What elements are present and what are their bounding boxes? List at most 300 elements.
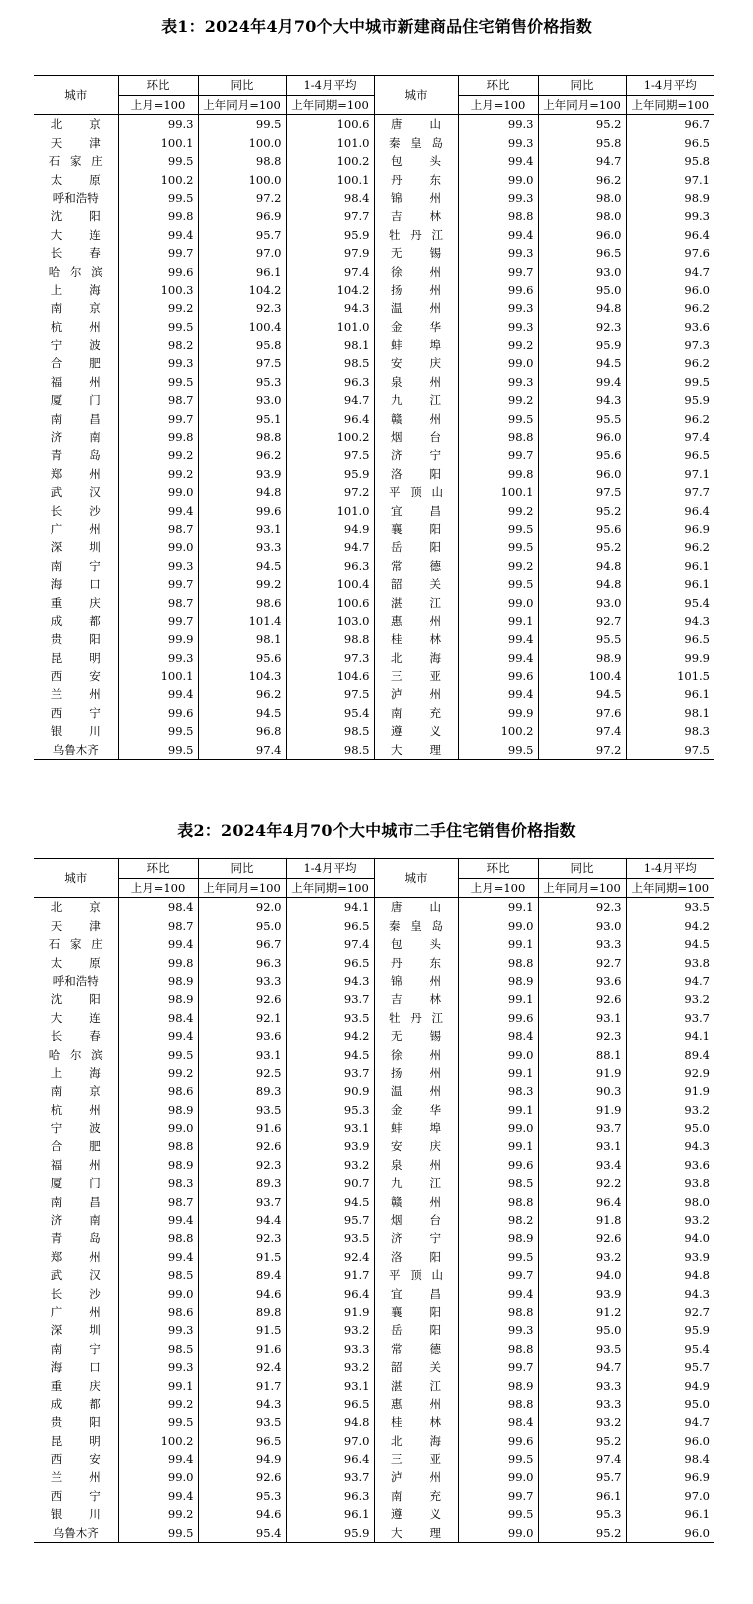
yoy-value: 93.1	[538, 1137, 626, 1155]
avg-value: 96.4	[626, 226, 714, 244]
avg-value: 97.1	[626, 170, 714, 188]
city-name-text: 无 锡	[391, 1029, 441, 1044]
avg-value: 100.6	[286, 115, 374, 134]
mom-value: 99.4	[458, 630, 538, 648]
yoy-value: 100.4	[198, 317, 286, 335]
city-name-text: 泉 州	[391, 374, 441, 389]
mom-value: 98.7	[118, 593, 198, 611]
mom-value: 99.5	[458, 409, 538, 427]
city-cell	[34, 1009, 118, 1027]
yoy-value: 92.3	[538, 1027, 626, 1045]
mom-value: 99.3	[458, 134, 538, 152]
mom-value: 99.3	[118, 1358, 198, 1376]
city-name-text: 湛 江	[391, 1378, 441, 1393]
avg-value: 101.5	[626, 667, 714, 685]
yoy-value: 95.2	[538, 115, 626, 134]
city-name-text: 南 京	[50, 301, 101, 316]
avg-value: 93.6	[626, 1156, 714, 1174]
yoy-value: 94.7	[538, 152, 626, 170]
city-name-text: 海 口	[50, 1360, 101, 1375]
mom-value: 99.4	[118, 226, 198, 244]
avg-value: 96.3	[286, 1487, 374, 1505]
yoy-value: 94.6	[198, 1505, 286, 1523]
city-cell	[374, 1045, 458, 1063]
yoy-value: 94.7	[538, 1358, 626, 1376]
avg-value: 94.8	[626, 1266, 714, 1284]
city-cell	[34, 1248, 118, 1266]
mom-value: 99.7	[458, 1358, 538, 1376]
city-cell	[374, 1450, 458, 1468]
yoy-value: 92.3	[198, 1229, 286, 1247]
table-row	[34, 972, 714, 990]
city-name-text: 丹 东	[391, 172, 441, 187]
avg-value: 93.2	[626, 990, 714, 1008]
yoy-value: 92.2	[538, 1174, 626, 1192]
mom-value: 99.3	[118, 649, 198, 667]
yoy-value: 94.5	[538, 354, 626, 372]
table2-title: 表2：2024年4月70个大中城市二手住宅销售价格指数	[177, 821, 576, 840]
mom-value: 100.2	[458, 722, 538, 740]
table-row	[34, 917, 714, 935]
table-row	[34, 409, 714, 427]
yoy-value: 91.9	[538, 1064, 626, 1082]
avg-value: 100.4	[286, 575, 374, 593]
mom-value: 99.5	[118, 1523, 198, 1542]
city-name-text: 宜 昌	[391, 1286, 441, 1301]
table-row	[34, 575, 714, 593]
city-name-text: 九 江	[391, 1176, 441, 1191]
city-cell	[34, 207, 118, 225]
yoy-value: 92.6	[538, 1229, 626, 1247]
mom-value: 98.7	[118, 1192, 198, 1210]
yoy-value: 95.5	[538, 630, 626, 648]
yoy-value: 98.0	[538, 207, 626, 225]
table-row	[34, 538, 714, 556]
city-name-text: 郑 州	[50, 466, 101, 481]
mom-value: 99.5	[118, 1413, 198, 1431]
table-row	[34, 1450, 714, 1468]
city-cell	[34, 953, 118, 971]
mom-value: 99.1	[458, 990, 538, 1008]
city-name-text: 重 庆	[50, 1378, 101, 1393]
table-row	[34, 1248, 714, 1266]
city-name-text: 哈 尔 滨	[48, 1047, 103, 1062]
city-cell	[34, 170, 118, 188]
yoy-value: 94.6	[198, 1284, 286, 1302]
yoy-value: 94.3	[538, 391, 626, 409]
city-name-text: 大 理	[391, 1525, 441, 1540]
city-name-text: 扬 州	[391, 1065, 441, 1080]
city-cell	[374, 630, 458, 648]
mom-value: 98.9	[118, 990, 198, 1008]
mom-value: 99.5	[458, 538, 538, 556]
avg-value: 94.5	[286, 1192, 374, 1210]
yoy-value: 93.3	[198, 538, 286, 556]
city-name-text: 北 京	[50, 117, 101, 132]
yoy-value: 96.5	[198, 1432, 286, 1450]
city-name-text: 西 安	[50, 1452, 101, 1467]
city-name-text: 成 都	[50, 1396, 101, 1411]
avg-value: 94.2	[286, 1027, 374, 1045]
city-name-text: 南 充	[391, 1488, 441, 1503]
city-name-text: 昆 明	[50, 650, 101, 665]
table-row	[34, 373, 714, 391]
city-name-text: 西 宁	[50, 705, 101, 720]
yoy-value: 93.7	[198, 1192, 286, 1210]
avg-value: 96.7	[626, 115, 714, 134]
avg-value: 94.5	[626, 935, 714, 953]
city-cell	[34, 244, 118, 262]
city-cell	[34, 428, 118, 446]
mom-value: 99.3	[118, 115, 198, 134]
city-name-text: 岳 阳	[391, 1323, 441, 1338]
city-cell	[34, 354, 118, 372]
table-row	[34, 1505, 714, 1523]
city-name-text: 武 汉	[50, 485, 101, 500]
mom-value: 98.9	[458, 1376, 538, 1394]
avg-value: 95.9	[626, 1321, 714, 1339]
avg-value: 94.7	[626, 262, 714, 280]
table-row	[34, 667, 714, 685]
mom-value: 99.6	[458, 281, 538, 299]
city-cell	[34, 649, 118, 667]
yoy-value: 89.3	[198, 1174, 286, 1192]
city-cell	[34, 1045, 118, 1063]
city-cell	[374, 575, 458, 593]
avg-value: 100.6	[286, 593, 374, 611]
avg-value: 96.5	[286, 1395, 374, 1413]
mom-value: 99.7	[118, 244, 198, 262]
city-name-text: 武 汉	[50, 1268, 101, 1283]
city-cell	[374, 593, 458, 611]
city-name-text: 银 川	[50, 1507, 101, 1522]
avg-value: 91.9	[626, 1082, 714, 1100]
city-cell	[374, 1395, 458, 1413]
mom-value: 99.0	[458, 1045, 538, 1063]
city-cell	[374, 1156, 458, 1174]
yoy-value: 97.6	[538, 704, 626, 722]
mom-value: 99.0	[118, 483, 198, 501]
city-cell	[34, 1137, 118, 1155]
avg-value: 96.4	[626, 501, 714, 519]
table-row	[34, 1340, 714, 1358]
avg-value: 96.1	[626, 1505, 714, 1523]
city-name-text: 长 春	[50, 246, 101, 261]
city-cell	[374, 1064, 458, 1082]
yoy-value: 91.6	[198, 1119, 286, 1137]
mom-value: 98.4	[458, 1027, 538, 1045]
city-name-text: 宁 波	[50, 1121, 101, 1136]
avg-value: 90.9	[286, 1082, 374, 1100]
city-name-text: 唐 山	[391, 900, 441, 915]
city-cell	[34, 704, 118, 722]
city-cell	[34, 612, 118, 630]
city-cell	[374, 972, 458, 990]
mom-value: 98.5	[118, 1266, 198, 1284]
mom-value: 99.2	[118, 299, 198, 317]
yoy-value: 95.3	[538, 1505, 626, 1523]
city-name-text: 遵 义	[391, 724, 441, 739]
city-cell	[34, 722, 118, 740]
mom-base-header: 上月=100	[118, 878, 198, 898]
city-name-text: 杭 州	[50, 319, 101, 334]
avg-value: 96.1	[626, 685, 714, 703]
avg-value: 96.1	[626, 575, 714, 593]
table-row	[34, 317, 714, 335]
city-name-text: 太 原	[50, 955, 101, 970]
city-cell	[34, 373, 118, 391]
city-cell	[34, 1064, 118, 1082]
yoy-value: 93.3	[538, 1376, 626, 1394]
mom-value: 99.3	[118, 557, 198, 575]
avg-value: 97.1	[626, 465, 714, 483]
avg-value: 100.1	[286, 170, 374, 188]
yoy-value: 94.3	[198, 1395, 286, 1413]
city-name-text: 福 州	[50, 1157, 101, 1172]
avg-value: 94.0	[626, 1229, 714, 1247]
yoy-value: 95.3	[198, 373, 286, 391]
avg-value: 96.5	[626, 446, 714, 464]
mom-value: 98.3	[118, 1174, 198, 1192]
table-row	[34, 1358, 714, 1376]
yoy-value: 93.4	[538, 1156, 626, 1174]
city-cell	[34, 1413, 118, 1431]
yoy-value: 93.1	[198, 520, 286, 538]
avg-value: 96.5	[626, 134, 714, 152]
avg-value: 94.7	[286, 391, 374, 409]
mom-value: 99.0	[458, 917, 538, 935]
table-row	[34, 704, 714, 722]
mom-base-header: 上月=100	[118, 95, 198, 115]
mom-value: 98.9	[458, 972, 538, 990]
avg-value: 97.4	[286, 262, 374, 280]
city-name-text: 北 京	[50, 900, 101, 915]
avg-value: 98.4	[626, 1450, 714, 1468]
city-cell	[374, 667, 458, 685]
table-row	[34, 1045, 714, 1063]
city-name-text: 无 锡	[391, 246, 441, 261]
yoy-value: 93.6	[538, 972, 626, 990]
city-name-text: 重 庆	[50, 595, 101, 610]
city-name-text: 长 沙	[50, 1286, 101, 1301]
mom-value: 99.7	[458, 1266, 538, 1284]
city-name-text: 惠 州	[391, 1396, 441, 1411]
yoy-value: 98.0	[538, 189, 626, 207]
city-cell	[374, 152, 458, 170]
yoy-value: 95.8	[538, 134, 626, 152]
avg-value: 97.5	[286, 446, 374, 464]
mom-value: 99.5	[458, 575, 538, 593]
city-cell	[34, 1082, 118, 1100]
city-cell	[374, 917, 458, 935]
yoy-value: 98.9	[538, 649, 626, 667]
mom-value: 99.2	[458, 391, 538, 409]
city-cell	[34, 115, 118, 134]
city-name-text: 惠 州	[391, 613, 441, 628]
city-cell	[34, 152, 118, 170]
yoy-value: 95.2	[538, 1432, 626, 1450]
city-cell	[34, 336, 118, 354]
avg-value: 96.4	[286, 1450, 374, 1468]
table-row	[34, 649, 714, 667]
city-cell	[34, 575, 118, 593]
city-name-text: 湛 江	[391, 595, 441, 610]
avg-value: 91.9	[286, 1303, 374, 1321]
city-cell	[34, 446, 118, 464]
table-row	[34, 170, 714, 188]
table-row	[34, 1156, 714, 1174]
table-row	[34, 990, 714, 1008]
avg-value: 95.0	[626, 1395, 714, 1413]
yoy-value: 96.0	[538, 428, 626, 446]
avg-value: 98.1	[626, 704, 714, 722]
city-name-text: 平 顶 山	[389, 485, 443, 500]
city-cell	[374, 704, 458, 722]
city-cell	[374, 1082, 458, 1100]
city-name-text: 秦 皇 岛	[389, 918, 443, 933]
city-name-text: 太 原	[50, 172, 101, 187]
city-name-text: 上 海	[50, 282, 101, 297]
city-name-text: 南 充	[391, 705, 441, 720]
avg-value: 92.9	[626, 1064, 714, 1082]
yoy-value: 96.2	[198, 685, 286, 703]
mom-value: 99.4	[118, 1027, 198, 1045]
mom-value: 98.3	[458, 1082, 538, 1100]
mom-value: 99.4	[458, 1284, 538, 1302]
city-name-text: 金 华	[391, 1102, 441, 1117]
avg-value: 96.0	[626, 281, 714, 299]
city-cell	[374, 990, 458, 1008]
avg-value: 94.8	[286, 1413, 374, 1431]
city-cell	[374, 953, 458, 971]
avg-value: 96.5	[286, 917, 374, 935]
city-name-text: 宜 昌	[391, 503, 441, 518]
table-row	[34, 1119, 714, 1137]
yoy-value: 96.8	[198, 722, 286, 740]
avg-value: 89.4	[626, 1045, 714, 1063]
avg-value: 94.1	[286, 898, 374, 917]
avg-value: 94.3	[286, 972, 374, 990]
yoy-value: 97.5	[538, 483, 626, 501]
mom-value: 99.6	[458, 1156, 538, 1174]
city-cell	[374, 685, 458, 703]
second-hand-housing-price-table	[34, 858, 714, 1543]
city-name-text: 温 州	[391, 301, 441, 316]
city-name-text: 大 连	[50, 1010, 101, 1025]
yoy-value: 94.0	[538, 1266, 626, 1284]
mom-value: 99.6	[118, 704, 198, 722]
avg-value: 98.1	[286, 336, 374, 354]
city-cell	[374, 1487, 458, 1505]
yoy-value: 100.0	[198, 170, 286, 188]
city-name-text: 南 宁	[50, 558, 101, 573]
city-column-header: 城市	[34, 76, 118, 115]
avg-value: 93.3	[286, 1340, 374, 1358]
mom-column-header: 环比	[458, 76, 538, 96]
avg-value: 96.2	[626, 354, 714, 372]
city-name-text: 泉 州	[391, 1157, 441, 1172]
yoy-value: 94.8	[198, 483, 286, 501]
city-cell	[374, 465, 458, 483]
city-cell	[374, 281, 458, 299]
city-cell	[34, 1266, 118, 1284]
avg-value: 101.0	[286, 501, 374, 519]
city-cell	[374, 1340, 458, 1358]
yoy-value: 99.5	[198, 115, 286, 134]
yoy-value: 90.3	[538, 1082, 626, 1100]
mom-value: 99.6	[458, 1009, 538, 1027]
yoy-value: 96.1	[538, 1487, 626, 1505]
city-cell	[34, 281, 118, 299]
mom-value: 99.2	[118, 1505, 198, 1523]
yoy-value: 92.7	[538, 953, 626, 971]
yoy-value: 93.3	[198, 972, 286, 990]
mom-value: 99.6	[458, 1432, 538, 1450]
city-column-header: 城市	[374, 76, 458, 115]
city-cell	[374, 1376, 458, 1394]
city-cell	[374, 1211, 458, 1229]
avg-value: 95.8	[626, 152, 714, 170]
city-cell	[374, 1027, 458, 1045]
yoy-value: 98.1	[198, 630, 286, 648]
city-name-text: 蚌 埠	[391, 1121, 441, 1136]
mom-value: 98.4	[458, 1413, 538, 1431]
city-name-text: 上 海	[50, 1065, 101, 1080]
avg-value: 97.4	[626, 428, 714, 446]
table-row	[34, 281, 714, 299]
table-row	[34, 1192, 714, 1210]
yoy-value: 97.0	[198, 244, 286, 262]
avg-value: 94.7	[626, 972, 714, 990]
mom-value: 99.6	[458, 667, 538, 685]
yoy-value: 93.0	[538, 593, 626, 611]
mom-value: 99.4	[118, 1248, 198, 1266]
mom-value: 100.1	[458, 483, 538, 501]
table-row	[34, 115, 714, 134]
mom-base-header: 上月=100	[458, 878, 538, 898]
yoy-value: 97.4	[538, 1450, 626, 1468]
city-cell	[374, 1413, 458, 1431]
city-cell	[374, 1266, 458, 1284]
city-name-text: 南 京	[50, 1084, 101, 1099]
city-cell	[374, 373, 458, 391]
yoy-value: 93.0	[538, 262, 626, 280]
city-cell	[34, 1358, 118, 1376]
avg-value: 98.5	[286, 354, 374, 372]
header-row-top	[34, 76, 714, 96]
mom-value: 99.0	[458, 1119, 538, 1137]
table-row	[34, 593, 714, 611]
city-name-text: 桂 林	[391, 1415, 441, 1430]
yoy-column-header: 同比	[538, 76, 626, 96]
yoy-value: 91.7	[198, 1376, 286, 1394]
avg-value: 97.0	[286, 1432, 374, 1450]
mom-value: 99.2	[458, 501, 538, 519]
city-cell	[34, 1192, 118, 1210]
city-name-text: 常 德	[391, 1341, 441, 1356]
mom-value: 99.5	[118, 722, 198, 740]
mom-value: 99.2	[458, 336, 538, 354]
avg-value: 99.3	[626, 207, 714, 225]
city-cell	[34, 1468, 118, 1486]
yoy-value: 98.8	[198, 428, 286, 446]
avg-column-header: 1-4月平均	[286, 76, 374, 96]
city-name-text: 遵 义	[391, 1507, 441, 1522]
yoy-value: 93.3	[538, 1395, 626, 1413]
mom-value: 99.2	[118, 1395, 198, 1413]
avg-value: 93.5	[286, 1009, 374, 1027]
mom-value: 99.4	[458, 649, 538, 667]
